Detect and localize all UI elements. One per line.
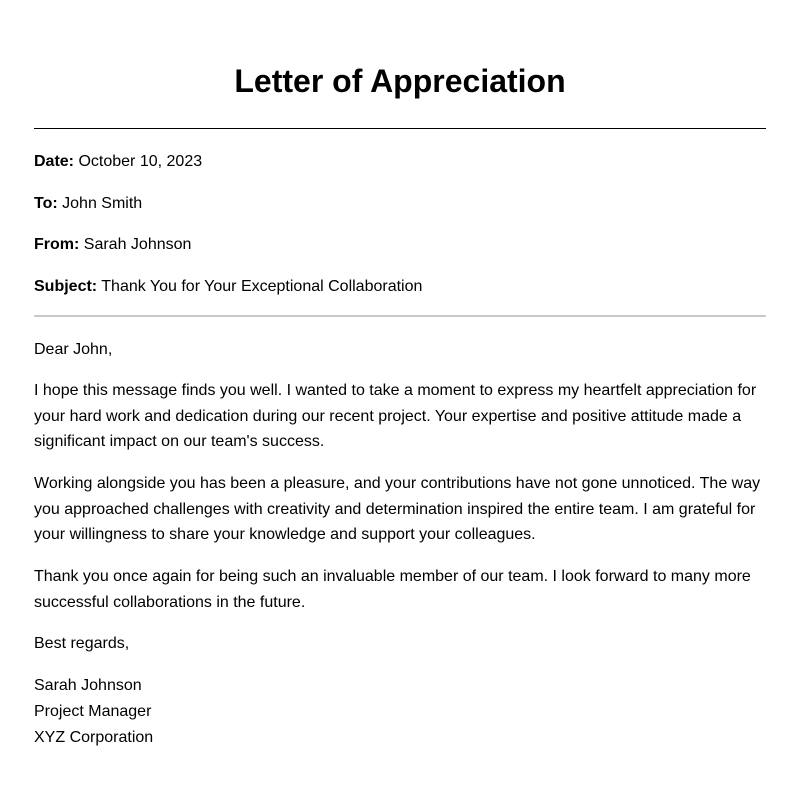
meta-subject-value: Thank You for Your Exceptional Collaboration bbox=[101, 278, 423, 295]
header-divider bbox=[34, 315, 766, 317]
signature-name: Sarah Johnson bbox=[34, 677, 142, 694]
meta-to-value: John Smith bbox=[62, 195, 143, 212]
salutation: Dear John, bbox=[34, 341, 113, 358]
meta-to-label: To: bbox=[34, 195, 58, 212]
meta-from-label: From: bbox=[34, 236, 80, 253]
meta-date bbox=[34, 152, 766, 172]
letter-title: Letter of Appreciation bbox=[234, 63, 566, 99]
meta-date-value: October 10, 2023 bbox=[78, 153, 203, 170]
meta-from bbox=[34, 235, 766, 255]
signature-block bbox=[34, 673, 153, 751]
meta-subject bbox=[34, 277, 766, 297]
title-divider bbox=[34, 128, 766, 129]
meta-subject-label: Subject: bbox=[34, 278, 98, 295]
meta-from-value: Sarah Johnson bbox=[83, 236, 192, 253]
body-paragraph: Thank you once again for being such an invaluable member of our team. I look forward to many more successful collaborations in the future. bbox=[34, 568, 751, 611]
meta-to bbox=[34, 194, 766, 214]
body-paragraph: Working alongside you has been a pleasure, and your contributions have not gone unnoticed. The way you approached challenges with creativity and determination inspired the entire team. I am grateful for your willingness to share your knowledge and support your colleagues. bbox=[34, 475, 761, 543]
signature-role: Project Manager bbox=[34, 703, 152, 720]
meta-date-label: Date: bbox=[34, 153, 75, 170]
body-paragraph: I hope this message finds you well. I wanted to take a moment to express my heartfelt appreciation for your hard work and dedication during our recent project. Your expertise and positive attitude made a significant impact on our team's success. bbox=[34, 382, 757, 450]
signature-company: XYZ Corporation bbox=[34, 729, 154, 746]
closing: Best regards, bbox=[34, 635, 130, 652]
